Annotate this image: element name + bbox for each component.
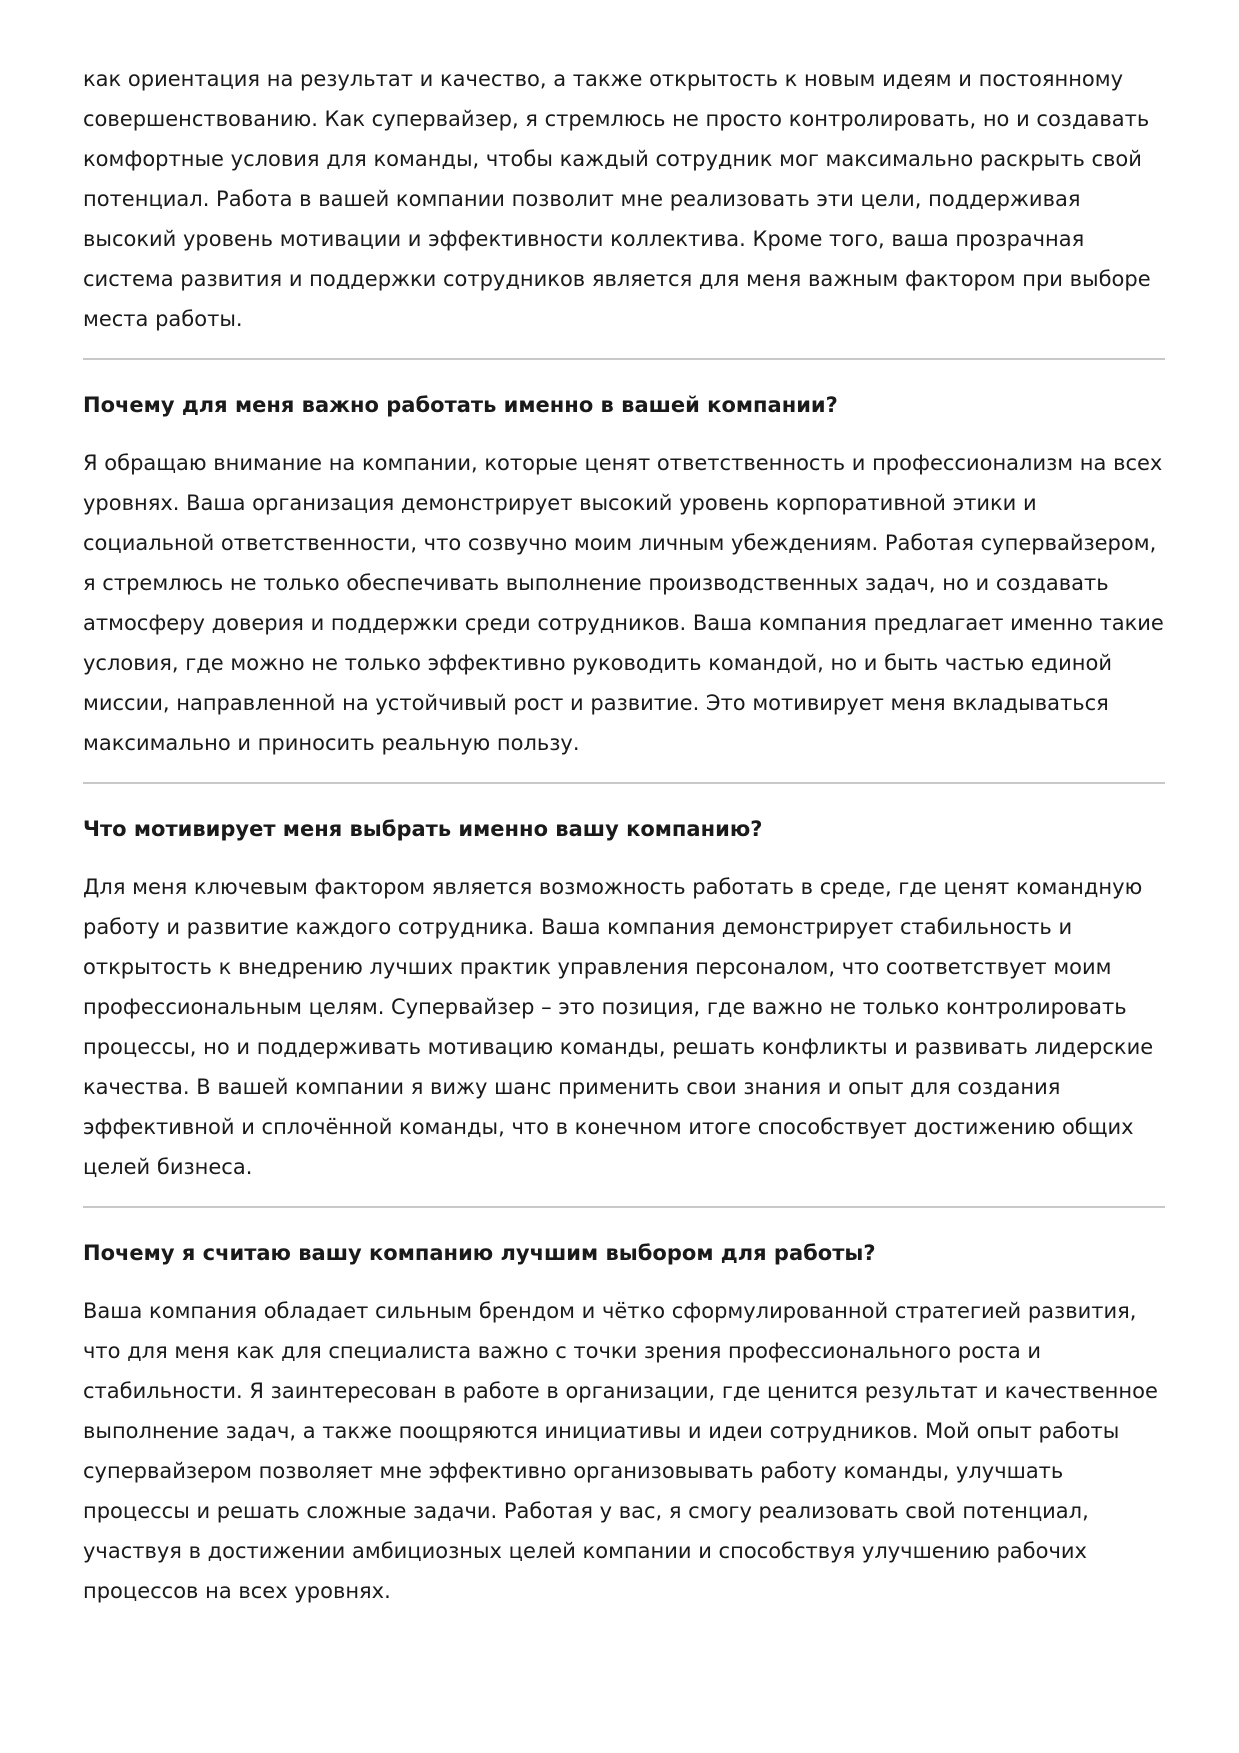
section-heading-why-important: Почему для меня важно работать именно в вашей компании?	[83, 393, 838, 417]
section-divider	[83, 358, 1165, 360]
paragraph-continuation: как ориентация на результат и качество, а также открытость к новым идеям и постоянному совершенствованию. Как супервайзер, я стремлюсь не просто контролировать, но и создавать комфортные условия для команды, чтобы каждый сотрудник мог максимально раскрыть свой потенциал. Работа в вашей компании позволит мне реализовать эти цели, поддерживая высокий уровень мотивации и эффективности коллектива. Кроме того, ваша прозрачная система развития и поддержки сотрудников является для меня важным фактором при выборе места работы.	[83, 67, 1151, 331]
section-paragraph-why-important: Я обращаю внимание на компании, которые ценят ответственность и профессионализм на всех уровнях. Ваша организация демонстрирует высокий уровень корпоративной этики и социальной ответственности, что созвучно моим личным убеждениям. Работая супервайзером, я стремлюсь не только обеспечивать выполнение производственных задач, но и создавать атмосферу доверия и поддержки среди сотрудников. Ваша компания предлагает именно такие условия, где можно не только эффективно руководить командой, но и быть частью единой миссии, направленной на устойчивый рост и развитие. Это мотивирует меня вкладываться максимально и приносить реальную пользу.	[83, 451, 1164, 755]
section-divider	[83, 782, 1165, 784]
section-paragraph-best-choice: Ваша компания обладает сильным брендом и чётко сформулированной стратегией развития, что для меня как для специалиста важно с точки зрения профессионального роста и стабильности. Я заинтересован в работе в организации, где ценится результат и качественное выполнение задач, а также поощряются инициативы и идеи сотрудников. Мой опыт работы супервайзером позволяет мне эффективно организовывать работу команды, улучшать процессы и решать сложные задачи. Работая у вас, я смогу реализовать свой потенциал, участвуя в достижении амбициозных целей компании и способствуя улучшению рабочих процессов на всех уровнях.	[83, 1299, 1158, 1603]
section-heading-motivation: Что мотивирует меня выбрать именно вашу компанию?	[83, 817, 763, 841]
section-heading-best-choice: Почему я считаю вашу компанию лучшим выбором для работы?	[83, 1241, 876, 1265]
section-paragraph-motivation: Для меня ключевым фактором является возможность работать в среде, где ценят командную работу и развитие каждого сотрудника. Ваша компания демонстрирует стабильность и открытость к внедрению лучших практик управления персоналом, что соответствует моим профессиональным целям. Супервайзер – это позиция, где важно не только контролировать процессы, но и поддерживать мотивацию команды, решать конфликты и развивать лидерские качества. В вашей компании я вижу шанс применить свои знания и опыт для создания эффективной и сплочённой команды, что в конечном итоге способствует достижению общих целей бизнеса.	[83, 875, 1154, 1179]
section-divider	[83, 1206, 1165, 1208]
